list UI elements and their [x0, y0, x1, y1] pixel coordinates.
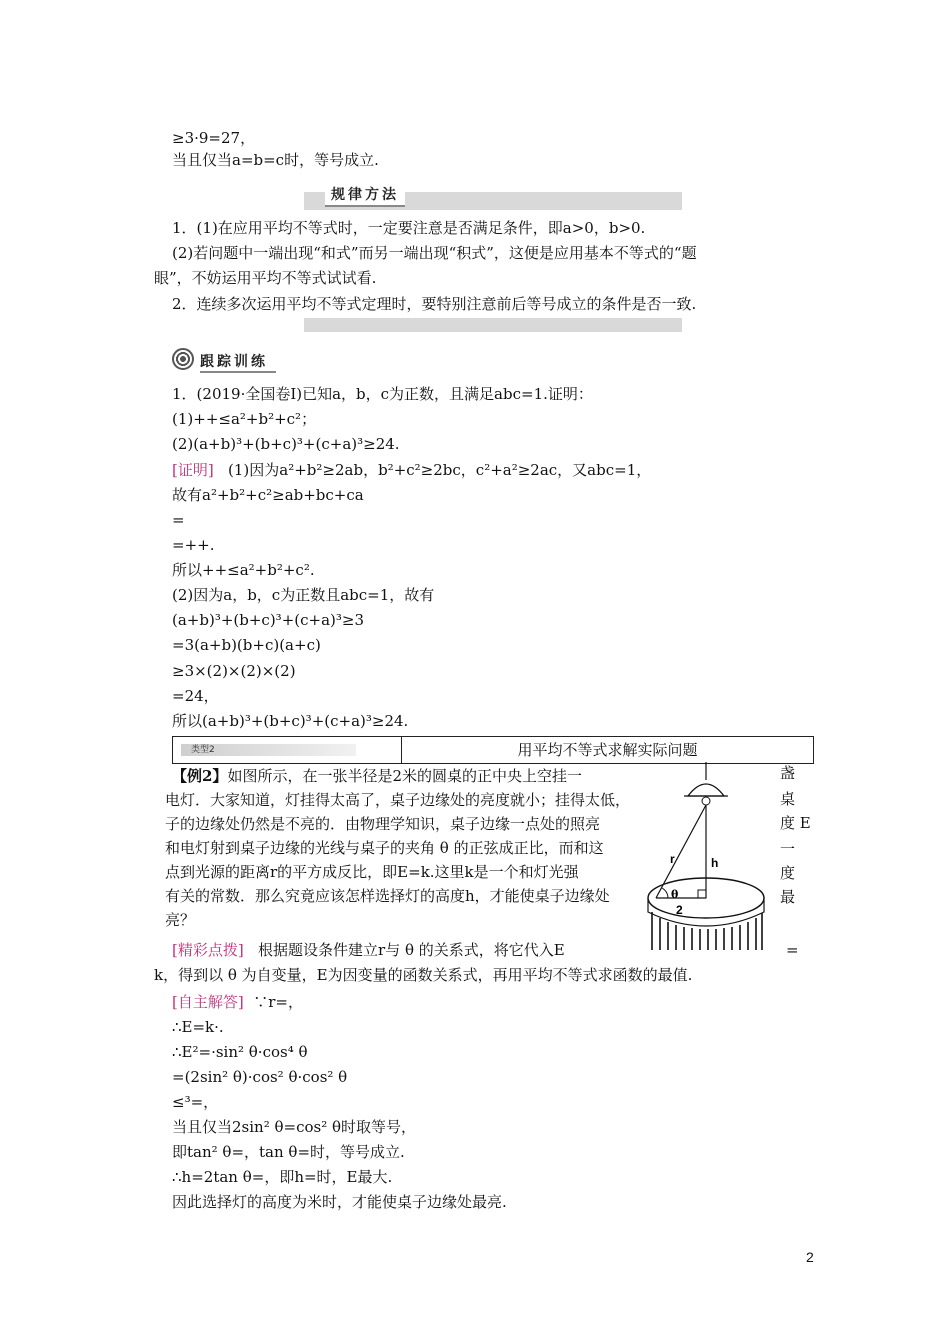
- text-line: ≥3·9=27，: [172, 129, 256, 147]
- text-line: 1．(2019·全国卷Ⅰ)已知a，b，c为正数，且满足abc=1.证明：: [172, 385, 593, 403]
- text-line: 即tan² θ=，tan θ=时，等号成立.: [172, 1143, 405, 1161]
- example-tag: 【例2】: [172, 767, 228, 785]
- answer-tag: [自主解答]: [172, 993, 244, 1011]
- method-badge: 规律方法: [325, 183, 405, 207]
- proof-tag: [证明]: [172, 461, 214, 479]
- hint-text: 根据题设条件建立r与 θ 的关系式，将它代入E: [258, 941, 565, 959]
- text-line: 点到光源的距离r的平方成反比，即E=k.这里k是一个和灯光强: [165, 863, 579, 881]
- answer-first-line: [172, 992, 303, 1012]
- right-col-char: 桌: [780, 790, 796, 808]
- right-col-char: 度 E: [780, 814, 811, 832]
- text-line: 因此选择灯的高度为米时，才能使桌子边缘处最亮.: [172, 1193, 507, 1211]
- text-line: (a+b)³+(b+c)³+(c+a)³≥3: [172, 611, 364, 629]
- right-col-char: 一: [780, 840, 796, 858]
- text-line: 2．连续多次运用平均不等式定理时，要特别注意前后等号成立的条件是否一致.: [172, 295, 697, 313]
- target-icon: [172, 348, 194, 370]
- label-2: 2: [676, 903, 683, 917]
- right-col-char: 度: [780, 864, 796, 882]
- answer-text: ∵r=，: [253, 993, 304, 1011]
- text-line: (2)若问题中一端出现“和式”而另一端出现“积式”，这便是应用基本不等式的“题: [172, 244, 697, 262]
- training-badge: 跟踪训练: [200, 351, 276, 373]
- text-line: 所以++≤a²+b²+c².: [172, 561, 315, 579]
- type-chip: 类型2: [181, 744, 356, 756]
- example-text: 如图所示，在一张半径是2米的圆桌的正中央上空挂一: [227, 767, 582, 785]
- text-line: =: [172, 511, 185, 529]
- right-col-char: 最: [780, 888, 796, 906]
- type-row-table: [172, 736, 814, 764]
- text-line: ≥3×(2)×(2)×(2): [172, 662, 296, 680]
- hint-tag: [精彩点拨]: [172, 941, 244, 959]
- text-line: 当且仅当2sin² θ=cos² θ时取等号，: [172, 1118, 417, 1136]
- text-line: =(2sin² θ)·cos² θ·cos² θ: [172, 1068, 348, 1086]
- text-line: 1．(1)在应用平均不等式时，一定要注意是否满足条件，即a>0，b>0.: [172, 219, 646, 237]
- text-line: k，得到以 θ 为自变量，E为因变量的函数关系式，再用平均不等式求函数的最值.: [154, 966, 693, 984]
- page-number: 2: [806, 1249, 814, 1265]
- type-title: 用平均不等式求解实际问题: [517, 741, 698, 759]
- label-h: h: [711, 856, 719, 870]
- proof-text: (1)因为a²+b²≥2ab，b²+c²≥2bc，c²+a²≥2ac，又abc=1，: [228, 461, 652, 479]
- text-line: ∴h=2tan θ=，即h=时，E最大.: [172, 1168, 393, 1186]
- text-line: ∴E²=·sin² θ·cos⁴ θ: [172, 1043, 308, 1061]
- type-chip-cell: [173, 737, 402, 763]
- text-line: 故有a²+b²+c²≥ab+bc+ca: [172, 486, 364, 504]
- example-first-line: [172, 766, 582, 786]
- text-line: =3(a+b)(b+c)(a+c): [172, 636, 321, 654]
- text-line: 电灯．大家知道，灯挂得太高了，桌子边缘处的亮度就小；挂得太低，: [165, 791, 631, 809]
- text-line: 亮？: [165, 911, 196, 929]
- text-line: 所以(a+b)³+(b+c)³+(c+a)³≥24.: [172, 712, 409, 730]
- text-line: (2)因为a，b，c为正数且abc=1，故有: [172, 586, 435, 604]
- right-col-char: 盏: [780, 764, 796, 782]
- text-line: 和电灯射到桌子边缘的光线与桌子的夹角 θ 的正弦成正比，而和这: [165, 839, 604, 857]
- text-line: ≤³=，: [172, 1093, 219, 1111]
- text-line: ∴E=k·.: [172, 1018, 224, 1036]
- text-line: =++.: [172, 536, 215, 554]
- label-r: r: [670, 852, 675, 866]
- hint-right: =: [786, 941, 799, 959]
- text-line: 眼”，不妨运用平均不等式试试看.: [154, 269, 377, 287]
- proof-first-line: [172, 460, 651, 480]
- text-line: 当且仅当a=b=c时，等号成立.: [172, 151, 379, 169]
- label-theta: θ: [671, 888, 679, 901]
- method-banner-end: [304, 318, 682, 332]
- text-line: (2)(a+b)³+(b+c)³+(c+a)³≥24.: [172, 435, 400, 453]
- lamp-table-figure: [640, 762, 775, 952]
- text-line: 子的边缘处仍然是不亮的．由物理学知识，桌子边缘一点处的照亮: [165, 815, 601, 833]
- hint-line: [172, 940, 565, 960]
- text-line: (1)++≤a²+b²+c²；: [172, 410, 317, 428]
- text-line: 有关的常数．那么究竟应该怎样选择灯的高度h，才能使桌子边缘处: [165, 887, 610, 905]
- text-line: =24，: [172, 687, 219, 705]
